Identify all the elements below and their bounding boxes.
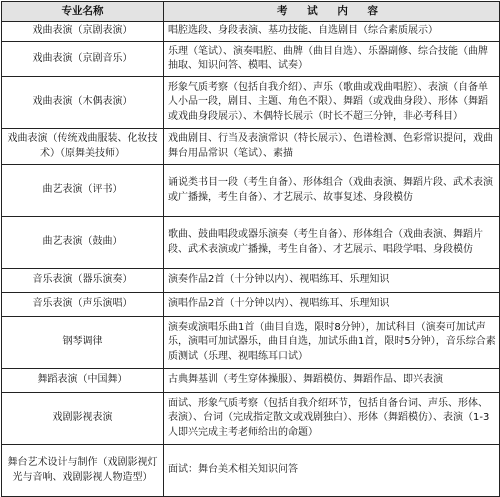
major-name-cell: 钢琴调律 xyxy=(2,317,164,369)
exam-content-cell: 乐理（笔试）、演奏唱腔、曲牌（曲目自选）、乐器副修、综合技能（曲牌抽取、知识问答、模唱、试奏） xyxy=(164,42,500,77)
major-name-cell: 戏曲表演（传统戏曲服装、化妆技术）（原舞美技师） xyxy=(2,129,164,165)
major-name-cell: 音乐表演（声乐演唱） xyxy=(2,293,164,317)
major-name-cell: 戏曲表演（京剧音乐） xyxy=(2,42,164,77)
exam-content-cell: 唱腔选段、身段表演、基功技能、自选剧目（综合素质展示） xyxy=(164,22,500,42)
exam-content-cell: 古典舞基训（考生穿体操服）、舞蹈模仿、舞蹈作品、即兴表演 xyxy=(164,369,500,393)
major-name-cell: 戏剧影视表演 xyxy=(2,393,164,445)
major-column-header: 专业名称 xyxy=(2,2,164,22)
exam-content-cell: 戏曲剧目、行当及表演常识（特长展示）、色谱检测、色彩常识提问，戏曲舞台用品常识（笔试）、素描 xyxy=(164,129,500,165)
table-row xyxy=(2,217,500,269)
exam-content-cell: 歌曲、鼓曲唱段或器乐演奏（考生自备）、形体组合（戏曲表演、舞蹈片段、武术表演或广播操，考生自备）、才艺展示、唱段学唱、身段模仿 xyxy=(164,217,500,269)
exam-content-cell: 面试：舞台美术相关知识问答 xyxy=(164,445,500,497)
table-row xyxy=(2,22,500,42)
table-row xyxy=(2,129,500,165)
major-name-cell: 戏曲表演（京剧表演） xyxy=(2,22,164,42)
major-name-cell: 音乐表演（器乐演奏） xyxy=(2,269,164,293)
table-row xyxy=(2,293,500,317)
major-name-cell: 舞台艺术设计与制作（戏剧影视灯光与音响、戏剧影视人物造型） xyxy=(2,445,164,497)
major-name-cell: 舞蹈表演（中国舞） xyxy=(2,369,164,393)
exam-content-cell: 面试、形象气质考察（包括自我介绍环节，包括自备台词、声乐、形体、表演）、台词（完成指定散文或戏剧独白）、形体（舞蹈模仿）、表演（1-3人即兴完成主考老师给出的命题） xyxy=(164,393,500,445)
table-row xyxy=(2,317,500,369)
major-name-cell: 戏曲表演（木偶表演） xyxy=(2,77,164,129)
table-row xyxy=(2,369,500,393)
exam-content-cell: 演奏或演唱乐曲1首（曲目自选，限时8分钟），加试科目（演奏可加试声乐，演唱可加试器乐，曲目自选，加试乐曲1首，限时5分钟），音乐综合素质测试（乐理、视唱练耳口试） xyxy=(164,317,500,369)
exam-content-cell: 演唱作品2首（十分钟以内）、视唱练耳、乐理知识 xyxy=(164,293,500,317)
table-row xyxy=(2,165,500,217)
table-header-row xyxy=(2,2,500,22)
table-row xyxy=(2,269,500,293)
exam-content-cell: 演奏作品2首（十分钟以内）、视唱练耳、乐理知识 xyxy=(164,269,500,293)
exam-content-cell: 形象气质考察（包括自我介绍）、声乐（歌曲或戏曲唱腔）、表演（自备单人小品一段，剧目、主题、角色不限）、舞蹈（或戏曲身段）、形体（舞蹈或戏曲身段展示）、木偶特长展示（时长不超三分钟，非必考科目） xyxy=(164,77,500,129)
exam-content-cell: 诵说类书目一段（考生自备）、形体组合（戏曲表演、舞蹈片段、武术表演或广播操，考生自备）、才艺展示、故事复述、身段模仿 xyxy=(164,165,500,217)
table-row xyxy=(2,77,500,129)
exam-column-header: 考 试 内 容 xyxy=(164,2,500,22)
major-name-cell: 曲艺表演（鼓曲） xyxy=(2,217,164,269)
majors-exam-table xyxy=(1,1,500,497)
table-row xyxy=(2,393,500,445)
table-row xyxy=(2,42,500,77)
major-name-cell: 曲艺表演（评书） xyxy=(2,165,164,217)
